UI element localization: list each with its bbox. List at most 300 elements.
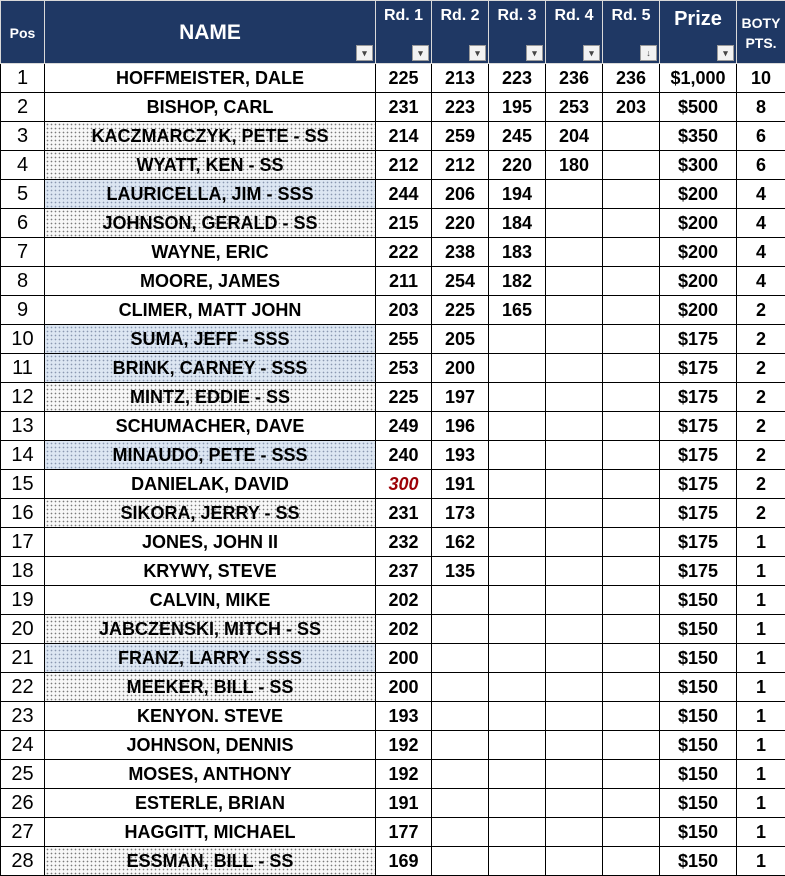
cell-rd5[interactable] [603,586,660,615]
cell-rd4[interactable] [546,644,603,673]
cell-rd1[interactable]: 192 [376,731,432,760]
cell-rd3[interactable] [489,383,546,412]
cell-name[interactable]: MEEKER, BILL - SS [45,673,376,702]
cell-rd1[interactable]: 244 [376,180,432,209]
cell-name[interactable]: WAYNE, ERIC [45,238,376,267]
cell-pos[interactable]: 8 [1,267,45,296]
cell-rd4[interactable] [546,673,603,702]
table-row [1,354,785,383]
table-row [1,238,785,267]
header-rd3 [489,1,546,64]
cell-rd3[interactable]: 183 [489,238,546,267]
cell-prize[interactable]: $150 [660,644,737,673]
cell-pos[interactable]: 2 [1,93,45,122]
cell-rd5[interactable]: 203 [603,93,660,122]
cell-rd5[interactable] [603,673,660,702]
cell-rd5[interactable] [603,789,660,818]
filter-dropdown-icon[interactable]: ▾ [356,45,373,61]
cell-rd2[interactable]: 173 [432,499,489,528]
cell-rd3[interactable] [489,731,546,760]
cell-prize[interactable]: $175 [660,499,737,528]
cell-name[interactable]: KENYON. STEVE [45,702,376,731]
cell-name[interactable]: JOHNSON, GERALD - SS [45,209,376,238]
cell-rd4[interactable] [546,470,603,499]
cell-name[interactable]: WYATT, KEN - SS [45,151,376,180]
cell-pos[interactable]: 15 [1,470,45,499]
cell-rd3[interactable] [489,499,546,528]
table-row [1,122,785,151]
cell-pos[interactable]: 14 [1,441,45,470]
cell-rd4[interactable]: 236 [546,64,603,93]
cell-name[interactable]: JABCZENSKI, MITCH - SS [45,615,376,644]
table-row [1,296,785,325]
standings-body [1,64,785,876]
cell-rd5[interactable] [603,441,660,470]
cell-name[interactable]: KRYWY, STEVE [45,557,376,586]
cell-boty[interactable]: 1 [737,702,785,731]
cell-rd1[interactable]: 202 [376,615,432,644]
cell-boty[interactable]: 1 [737,731,785,760]
cell-rd2[interactable] [432,847,489,876]
cell-name[interactable]: BRINK, CARNEY - SSS [45,354,376,383]
cell-prize[interactable]: $175 [660,325,737,354]
cell-rd2[interactable]: 193 [432,441,489,470]
cell-rd2[interactable]: 238 [432,238,489,267]
cell-boty[interactable]: 4 [737,238,785,267]
cell-name[interactable]: FRANZ, LARRY - SSS [45,644,376,673]
cell-pos[interactable]: 5 [1,180,45,209]
cell-rd4[interactable]: 204 [546,122,603,151]
cell-rd2[interactable]: 135 [432,557,489,586]
cell-rd5[interactable]: 236 [603,64,660,93]
cell-pos[interactable]: 9 [1,296,45,325]
cell-rd4[interactable] [546,731,603,760]
cell-rd1[interactable]: 240 [376,441,432,470]
cell-prize[interactable]: $150 [660,673,737,702]
cell-rd3[interactable] [489,673,546,702]
cell-prize[interactable]: $175 [660,528,737,557]
cell-prize[interactable]: $200 [660,180,737,209]
header-name-label: NAME [179,21,241,44]
cell-rd2[interactable]: 197 [432,383,489,412]
cell-rd2[interactable] [432,615,489,644]
cell-rd1[interactable]: 192 [376,760,432,789]
header-name [45,1,376,64]
cell-name[interactable]: SIKORA, JERRY - SS [45,499,376,528]
cell-rd1[interactable]: 200 [376,673,432,702]
cell-rd2[interactable] [432,731,489,760]
cell-rd3[interactable] [489,354,546,383]
cell-rd4[interactable] [546,383,603,412]
cell-prize[interactable]: $350 [660,122,737,151]
cell-rd2[interactable]: 191 [432,470,489,499]
cell-rd5[interactable] [603,267,660,296]
cell-name[interactable]: CLIMER, MATT JOHN [45,296,376,325]
cell-rd4[interactable] [546,789,603,818]
cell-pos[interactable]: 28 [1,847,45,876]
cell-rd2[interactable]: 162 [432,528,489,557]
header-rd5-label: Rd. 5 [611,7,651,24]
cell-name[interactable]: CALVIN, MIKE [45,586,376,615]
cell-rd3[interactable] [489,470,546,499]
header-pos-label: Pos [9,25,36,41]
table-row [1,180,785,209]
cell-name[interactable]: DANIELAK, DAVID [45,470,376,499]
cell-rd3[interactable] [489,325,546,354]
filter-dropdown-icon[interactable]: ▾ [526,45,543,61]
cell-rd1[interactable]: 193 [376,702,432,731]
cell-rd5[interactable] [603,847,660,876]
table-row [1,760,785,789]
cell-boty[interactable]: 2 [737,383,785,412]
cell-prize[interactable]: $1,000 [660,64,737,93]
cell-prize[interactable]: $150 [660,731,737,760]
cell-rd1[interactable]: 249 [376,412,432,441]
cell-rd3[interactable]: 223 [489,64,546,93]
cell-rd4[interactable] [546,557,603,586]
table-row [1,499,785,528]
cell-rd3[interactable] [489,615,546,644]
cell-boty[interactable]: 1 [737,789,785,818]
cell-rd1[interactable]: 232 [376,528,432,557]
cell-rd2[interactable] [432,702,489,731]
table-row [1,441,785,470]
table-row [1,557,785,586]
cell-prize[interactable]: $150 [660,702,737,731]
cell-rd4[interactable] [546,499,603,528]
cell-prize[interactable]: $150 [660,789,737,818]
cell-pos[interactable]: 27 [1,818,45,847]
cell-rd3[interactable]: 220 [489,151,546,180]
cell-name[interactable]: HAGGITT, MICHAEL [45,818,376,847]
cell-rd4[interactable]: 180 [546,151,603,180]
header-pos [1,1,45,64]
cell-rd4[interactable] [546,441,603,470]
cell-pos[interactable]: 6 [1,209,45,238]
table-row [1,731,785,760]
cell-pos[interactable]: 19 [1,586,45,615]
header-rd5 [603,1,660,64]
cell-rd3[interactable] [489,847,546,876]
cell-name[interactable]: MOORE, JAMES [45,267,376,296]
cell-boty[interactable]: 1 [737,528,785,557]
cell-rd1[interactable]: 222 [376,238,432,267]
cell-rd1[interactable]: 215 [376,209,432,238]
cell-name[interactable]: ESTERLE, BRIAN [45,789,376,818]
cell-boty[interactable]: 2 [737,499,785,528]
table-row [1,586,785,615]
cell-rd3[interactable] [489,789,546,818]
cell-rd5[interactable] [603,644,660,673]
cell-rd5[interactable] [603,238,660,267]
cell-boty[interactable]: 10 [737,64,785,93]
table-row [1,64,785,93]
header-boty-label [737,1,785,53]
filter-dropdown-icon[interactable]: ▾ [412,45,429,61]
cell-rd1[interactable]: 177 [376,818,432,847]
cell-rd3[interactable]: 182 [489,267,546,296]
cell-rd3[interactable] [489,557,546,586]
cell-rd3[interactable]: 194 [489,180,546,209]
cell-rd4[interactable]: 253 [546,93,603,122]
cell-rd3[interactable]: 184 [489,209,546,238]
cell-rd1[interactable]: 300 [376,470,432,499]
header-rd1 [376,1,432,64]
header-boty-line1: BOTY [741,15,781,31]
cell-rd1[interactable]: 203 [376,296,432,325]
cell-boty[interactable]: 2 [737,296,785,325]
cell-rd1[interactable]: 237 [376,557,432,586]
cell-rd2[interactable] [432,760,489,789]
cell-boty[interactable]: 8 [737,93,785,122]
cell-rd2[interactable]: 220 [432,209,489,238]
cell-rd3[interactable] [489,760,546,789]
cell-rd5[interactable] [603,615,660,644]
cell-pos[interactable]: 16 [1,499,45,528]
cell-rd5[interactable] [603,702,660,731]
cell-rd5[interactable] [603,383,660,412]
cell-rd1[interactable]: 169 [376,847,432,876]
table-row [1,847,785,876]
cell-prize[interactable]: $150 [660,760,737,789]
cell-pos[interactable]: 1 [1,64,45,93]
cell-rd3[interactable]: 195 [489,93,546,122]
cell-pos[interactable]: 17 [1,528,45,557]
cell-prize[interactable]: $200 [660,267,737,296]
table-row [1,412,785,441]
cell-prize[interactable]: $175 [660,557,737,586]
header-rd2-label: Rd. 2 [440,7,480,24]
cell-boty[interactable]: 1 [737,586,785,615]
cell-rd5[interactable] [603,528,660,557]
cell-rd4[interactable] [546,180,603,209]
cell-rd1[interactable]: 225 [376,383,432,412]
header-rd1-label: Rd. 1 [383,7,424,24]
cell-rd4[interactable] [546,847,603,876]
cell-rd3[interactable] [489,441,546,470]
cell-rd4[interactable] [546,412,603,441]
cell-rd5[interactable] [603,122,660,151]
cell-name[interactable]: SCHUMACHER, DAVE [45,412,376,441]
table-row [1,151,785,180]
cell-name[interactable]: MINTZ, EDDIE - SS [45,383,376,412]
table-row [1,528,785,557]
cell-rd4[interactable] [546,354,603,383]
cell-prize[interactable]: $150 [660,615,737,644]
cell-rd3[interactable] [489,702,546,731]
cell-rd5[interactable] [603,354,660,383]
cell-name[interactable]: ESSMAN, BILL - SS [45,847,376,876]
cell-name[interactable]: MINAUDO, PETE - SSS [45,441,376,470]
cell-prize[interactable]: $300 [660,151,737,180]
header-rd3-label: Rd. 3 [497,7,537,24]
cell-rd1[interactable]: 212 [376,151,432,180]
cell-rd2[interactable] [432,789,489,818]
cell-rd4[interactable] [546,615,603,644]
cell-boty[interactable]: 1 [737,615,785,644]
cell-name[interactable]: BISHOP, CARL [45,93,376,122]
cell-rd4[interactable] [546,586,603,615]
cell-rd5[interactable] [603,470,660,499]
cell-boty[interactable]: 1 [737,557,785,586]
cell-rd1[interactable]: 202 [376,586,432,615]
cell-rd3[interactable]: 165 [489,296,546,325]
cell-rd1[interactable]: 200 [376,644,432,673]
cell-prize[interactable]: $200 [660,296,737,325]
cell-rd5[interactable] [603,412,660,441]
cell-rd4[interactable] [546,702,603,731]
cell-rd2[interactable]: 205 [432,325,489,354]
cell-name[interactable]: SUMA, JEFF - SSS [45,325,376,354]
cell-rd4[interactable] [546,760,603,789]
cell-pos[interactable]: 25 [1,760,45,789]
table-row [1,673,785,702]
table-row [1,789,785,818]
cell-rd2[interactable]: 200 [432,354,489,383]
cell-rd5[interactable] [603,151,660,180]
cell-boty[interactable]: 1 [737,818,785,847]
cell-boty[interactable]: 1 [737,760,785,789]
cell-prize[interactable]: $175 [660,470,737,499]
cell-prize[interactable]: $500 [660,93,737,122]
table-row [1,267,785,296]
cell-name[interactable]: MOSES, ANTHONY [45,760,376,789]
cell-prize[interactable]: $175 [660,383,737,412]
cell-name[interactable]: JOHNSON, DENNIS [45,731,376,760]
table-row [1,644,785,673]
cell-boty[interactable]: 4 [737,209,785,238]
cell-boty[interactable]: 2 [737,354,785,383]
cell-rd4[interactable] [546,238,603,267]
cell-rd2[interactable] [432,586,489,615]
cell-boty[interactable]: 4 [737,180,785,209]
cell-rd3[interactable] [489,818,546,847]
cell-prize[interactable]: $200 [660,238,737,267]
cell-rd2[interactable]: 223 [432,93,489,122]
cell-rd5[interactable] [603,325,660,354]
cell-pos[interactable]: 3 [1,122,45,151]
cell-prize[interactable]: $200 [660,209,737,238]
cell-rd5[interactable] [603,557,660,586]
cell-rd4[interactable] [546,267,603,296]
sort-descending-icon[interactable]: ↓ [640,45,657,61]
cell-rd4[interactable] [546,325,603,354]
cell-rd4[interactable] [546,296,603,325]
cell-rd5[interactable] [603,296,660,325]
table-row [1,818,785,847]
cell-prize[interactable]: $150 [660,586,737,615]
cell-rd5[interactable] [603,209,660,238]
cell-boty[interactable]: 2 [737,470,785,499]
cell-rd2[interactable]: 213 [432,64,489,93]
cell-rd2[interactable]: 206 [432,180,489,209]
cell-name[interactable]: HOFFMEISTER, DALE [45,64,376,93]
header-prize-label: Prize [674,8,722,30]
cell-boty[interactable]: 2 [737,412,785,441]
filter-dropdown-icon[interactable]: ▾ [583,45,600,61]
cell-prize[interactable]: $150 [660,818,737,847]
table-row [1,93,785,122]
cell-pos[interactable]: 13 [1,412,45,441]
cell-rd1[interactable]: 231 [376,499,432,528]
cell-prize[interactable]: $175 [660,412,737,441]
cell-boty[interactable]: 1 [737,673,785,702]
cell-boty[interactable]: 6 [737,151,785,180]
cell-boty[interactable]: 2 [737,325,785,354]
cell-pos[interactable]: 24 [1,731,45,760]
cell-rd3[interactable] [489,644,546,673]
cell-prize[interactable]: $175 [660,441,737,470]
cell-rd2[interactable]: 196 [432,412,489,441]
cell-rd3[interactable] [489,528,546,557]
cell-rd4[interactable] [546,528,603,557]
cell-rd5[interactable] [603,818,660,847]
cell-pos[interactable]: 12 [1,383,45,412]
cell-rd2[interactable]: 259 [432,122,489,151]
cell-pos[interactable]: 10 [1,325,45,354]
cell-rd1[interactable]: 255 [376,325,432,354]
cell-rd3[interactable]: 245 [489,122,546,151]
cell-rd2[interactable]: 254 [432,267,489,296]
cell-pos[interactable]: 4 [1,151,45,180]
cell-rd2[interactable]: 225 [432,296,489,325]
cell-rd1[interactable]: 214 [376,122,432,151]
cell-rd5[interactable] [603,180,660,209]
cell-pos[interactable]: 20 [1,615,45,644]
filter-dropdown-icon[interactable]: ▾ [717,45,734,61]
cell-pos[interactable]: 22 [1,673,45,702]
cell-boty[interactable]: 4 [737,267,785,296]
cell-rd3[interactable] [489,586,546,615]
cell-boty[interactable]: 6 [737,122,785,151]
cell-rd3[interactable] [489,412,546,441]
header-rd4 [546,1,603,64]
cell-name[interactable]: LAURICELLA, JIM - SSS [45,180,376,209]
cell-pos[interactable]: 26 [1,789,45,818]
cell-rd2[interactable] [432,644,489,673]
cell-boty[interactable]: 1 [737,644,785,673]
cell-boty[interactable]: 1 [737,847,785,876]
cell-rd4[interactable] [546,209,603,238]
cell-rd5[interactable] [603,731,660,760]
table-row [1,209,785,238]
cell-prize[interactable]: $175 [660,354,737,383]
cell-pos[interactable]: 18 [1,557,45,586]
cell-rd2[interactable] [432,673,489,702]
cell-pos[interactable]: 23 [1,702,45,731]
cell-rd1[interactable]: 191 [376,789,432,818]
table-row [1,702,785,731]
cell-rd5[interactable] [603,760,660,789]
cell-boty[interactable]: 2 [737,441,785,470]
filter-dropdown-icon[interactable]: ▾ [469,45,486,61]
cell-pos[interactable]: 21 [1,644,45,673]
cell-rd2[interactable] [432,818,489,847]
cell-name[interactable]: JONES, JOHN II [45,528,376,557]
cell-name[interactable]: KACZMARCZYK, PETE - SS [45,122,376,151]
cell-rd1[interactable]: 211 [376,267,432,296]
cell-rd5[interactable] [603,499,660,528]
cell-rd1[interactable]: 225 [376,64,432,93]
cell-prize[interactable]: $150 [660,847,737,876]
cell-rd4[interactable] [546,818,603,847]
cell-pos[interactable]: 7 [1,238,45,267]
table-row [1,615,785,644]
cell-pos[interactable]: 11 [1,354,45,383]
cell-rd2[interactable]: 212 [432,151,489,180]
cell-rd1[interactable]: 231 [376,93,432,122]
cell-rd1[interactable]: 253 [376,354,432,383]
